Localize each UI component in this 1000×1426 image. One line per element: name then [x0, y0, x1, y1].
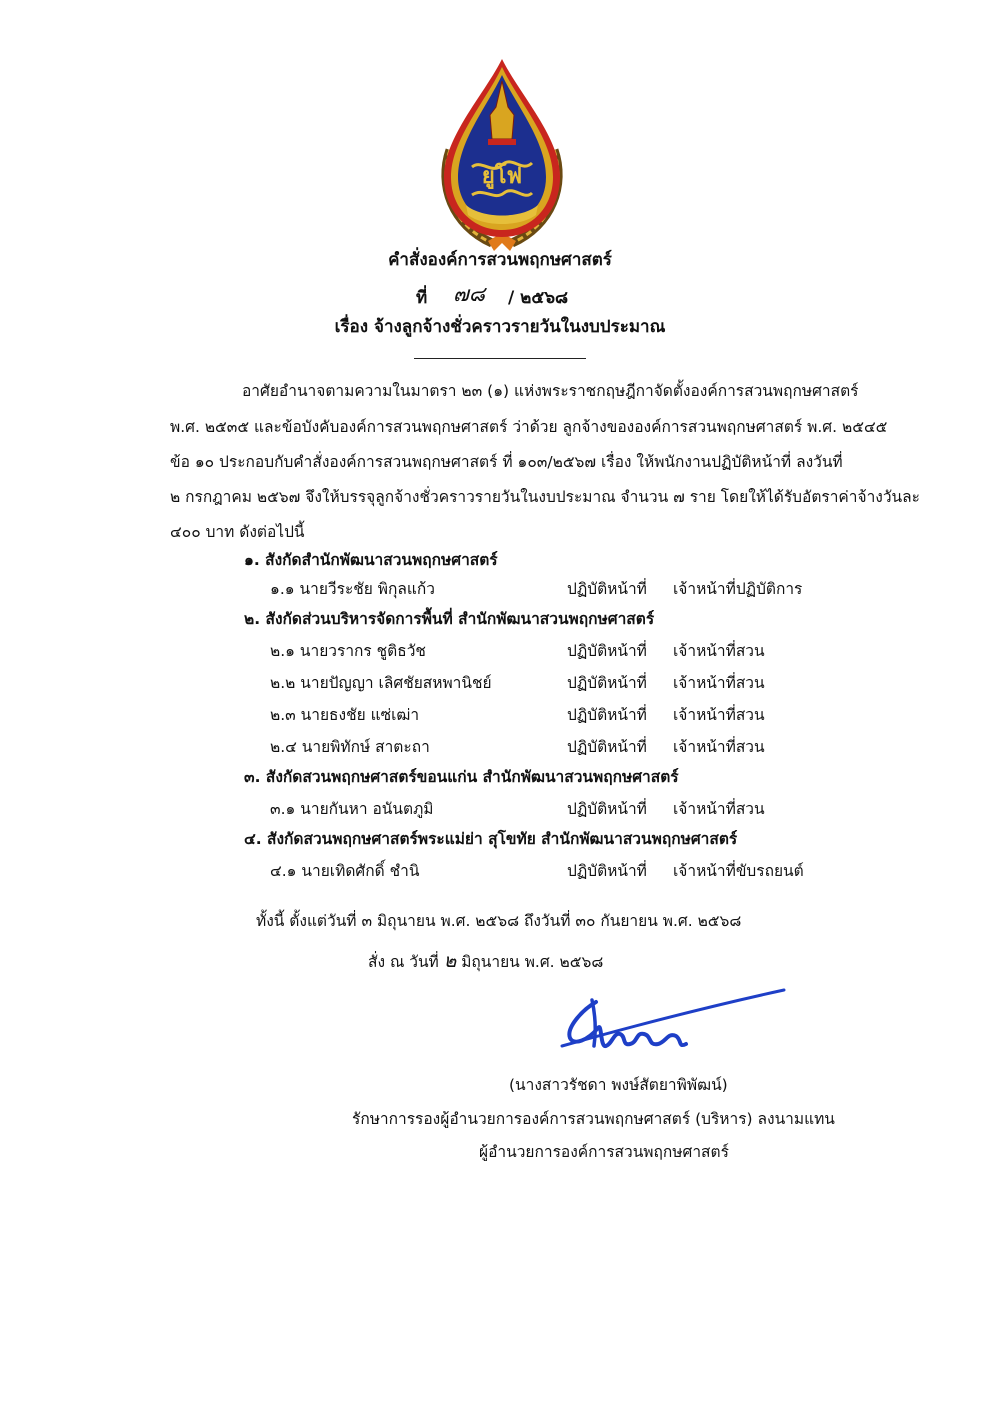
emblem-logo — [432, 55, 572, 255]
body-line-5: ๔๐๐ บาท ดังต่อไปนี้ — [170, 523, 305, 541]
person-job: เจ้าหน้าที่สวน — [673, 800, 765, 818]
person-job: เจ้าหน้าที่สวน — [673, 642, 765, 660]
person-name: ๒.๓ นายธงชัย แซ่เฒ่า — [270, 706, 420, 724]
person-duty: ปฏิบัติหน้าที่ — [567, 580, 647, 598]
person-job: เจ้าหน้าที่ขับรถยนต์ — [673, 862, 804, 880]
subject-line: เรื่อง จ้างลูกจ้างชั่วคราวรายวันในงบประมาณ — [334, 317, 666, 337]
section-title: ๔. สังกัดสวนพฤกษศาสตร์พระแม่ย่า สุโขทัย สำนักพัฒนาสวนพฤกษศาสตร์ — [244, 830, 738, 848]
section-title: ๓. สังกัดสวนพฤกษศาสตร์ขอนแก่น สำนักพัฒนาสวนพฤกษศาสตร์ — [244, 768, 679, 786]
svg-text:ยูโฟ: ยูโฟ — [481, 163, 523, 189]
person-job: เจ้าหน้าที่สวน — [673, 674, 765, 692]
order-date-line — [368, 946, 603, 976]
person-job: เจ้าหน้าที่ปฏิบัติการ — [673, 580, 803, 598]
person-name: ๔.๑ นายเทิดศักดิ์ ชำนิ — [270, 862, 420, 880]
person-name: ๑.๑ นายวีระชัย พิกุลแก้ว — [270, 580, 435, 598]
signatory-title-2: ผู้อำนวยการองค์การสวนพฤกษศาสตร์ — [479, 1143, 729, 1161]
person-duty: ปฏิบัติหน้าที่ — [567, 862, 647, 880]
order-date-day: ๒ — [443, 950, 457, 972]
person-duty: ปฏิบัติหน้าที่ — [567, 642, 647, 660]
person-name: ๒.๒ นายปัญญา เลิศชัยสหพานิชย์ — [270, 674, 492, 692]
section-title: ๒. สังกัดส่วนบริหารจัดการพื้นที่ สำนักพัฒนาสวนพฤกษศาสตร์ — [244, 610, 655, 628]
person-job: เจ้าหน้าที่สวน — [673, 738, 765, 756]
person-name: ๒.๑ นายวรากร ชูติธวัช — [270, 642, 426, 660]
body-line-4: ๒ กรกฎาคม ๒๕๖๗ จึงให้บรรจุลูกจ้างชั่วคราวรายวันในงบประมาณ จำนวน ๗ ราย โดยให้ได้รับอัตราค่าจ้างวันละ — [170, 488, 920, 506]
person-name: ๒.๔ นายพิทักษ์ สาตะถา — [270, 738, 430, 756]
effective-period: ทั้งนี้ ตั้งแต่วันที่ ๓ มิถุนายน พ.ศ. ๒๕๖๘ ถึงวันที่ ๓๐ กันยายน พ.ศ. ๒๕๖๘ — [256, 912, 742, 930]
body-line-3: ข้อ ๑๐ ประกอบกับคำสั่งองค์การสวนพฤกษศาสตร์ ที่ ๑๐๓/๒๕๖๗ เรื่อง ให้พนักงานปฏิบัติหน้าที่ ลงวันที่ — [170, 453, 843, 471]
order-date-suffix: มิถุนายน พ.ศ. ๒๕๖๘ — [461, 953, 604, 971]
person-duty: ปฏิบัติหน้าที่ — [567, 706, 647, 724]
person-job: เจ้าหน้าที่สวน — [673, 706, 765, 724]
body-line-2: พ.ศ. ๒๕๓๕ และข้อบังคับองค์การสวนพฤกษศาสตร์ ว่าด้วย ลูกจ้างขององค์การสวนพฤกษศาสตร์ พ.ศ. ๒๕๔๕ — [170, 418, 888, 436]
signatory-name: (นางสาวรัชดา พงษ์สัตยาพิพัฒน์) — [509, 1076, 728, 1094]
body-line-1: อาศัยอำนาจตามความในมาตรา ๒๓ (๑) แห่งพระราชกฤษฎีกาจัดตั้งองค์การสวนพฤกษศาสตร์ — [242, 382, 859, 400]
order-number: ๗๘ — [453, 282, 485, 306]
document-title: คำสั่งองค์การสวนพฤกษศาสตร์ — [388, 250, 612, 270]
person-name: ๓.๑ นายกันหา อนันตภูมิ — [270, 800, 434, 818]
divider — [414, 358, 586, 359]
person-duty: ปฏิบัติหน้าที่ — [567, 738, 647, 756]
order-date-prefix: สั่ง ณ วันที่ — [368, 953, 439, 971]
section-title: ๑. สังกัดสำนักพัฒนาสวนพฤกษศาสตร์ — [244, 551, 498, 569]
person-duty: ปฏิบัติหน้าที่ — [567, 674, 647, 692]
order-label: ที่ — [416, 288, 428, 308]
person-duty: ปฏิบัติหน้าที่ — [567, 800, 647, 818]
signatory-title: รักษาการรองผู้อำนวยการองค์การสวนพฤกษศาสตร์ (บริหาร) ลงนามแทน — [352, 1110, 835, 1128]
order-year: / ๒๕๖๘ — [508, 288, 569, 308]
handwritten-signature — [552, 988, 792, 1058]
